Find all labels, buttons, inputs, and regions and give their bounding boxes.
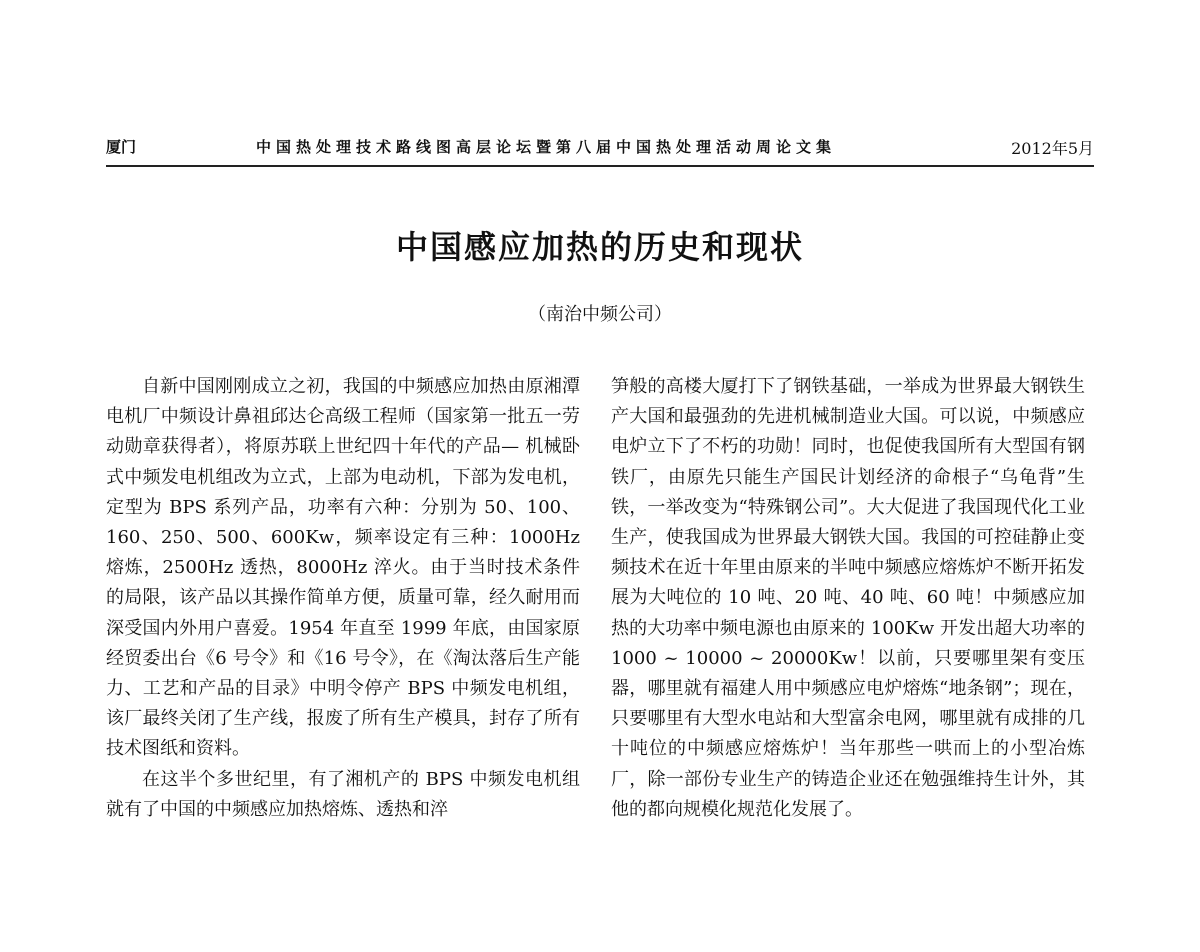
body-column-left [106, 372, 580, 825]
paragraph: 在这半个多世纪里，有了湘机产的 BPS 中频发电机组就有了中国的中频感应加热熔炼、透热和淬 [106, 768, 580, 820]
running-header [106, 136, 1094, 160]
header-date: 2012年5月 [1011, 139, 1094, 158]
article-title: 中国感应加热的历史和现状 [395, 228, 804, 266]
header-rule [106, 165, 1094, 167]
paragraph: 笋般的高楼大厦打下了钢铁基础，一举成为世界最大钢铁生产大国和最强劲的先进机械制造业大国。可以说，中频感应电炉立下了不朽的功勋！同时，也促使我国所有大型国有钢铁厂，由原先只能生产国民计划经济的命根子“乌龟背”生铁，一举改变为“特殊钢公司”。大大促进了我国现代化工业生产，使我国成为世界最大钢铁大国。我国的可控硅静止变频技术在近十年里由原来的半吨中频感应熔炼炉不断开拓发展为大吨位的 10 吨、20 吨、40 吨、60 吨！中频感应加热的大功率中频电源也由原来的 100Kw 开发出超大功率的 1000 ~ 10000 ~ 20000Kw！以前，只要哪里架有变压器，哪里就有福建人用中频感应电炉熔炼“地条钢”；现在，只要哪里有大型水电站和大型富余电网，哪里就有成排的几十吨位的中频感应熔炼炉！当年那些一哄而上的小型冶炼厂，除一部份专业生产的铸造企业还在勉强维持生计外，其他的都向规模化规范化发展了。 [611, 376, 1085, 820]
header-proceedings-title: 中国热处理技术路线图高层论坛暨第八届中国热处理活动周论文集 [256, 138, 837, 156]
header-location: 厦门 [106, 138, 137, 156]
article-affiliation: （南治中频公司） [528, 304, 672, 325]
body-column-right [611, 372, 1085, 825]
paragraph: 自新中国刚刚成立之初，我国的中频感应加热由原湘潭电机厂中频设计鼻祖邱达仑高级工程师（国家第一批五一劳动勋章获得者），将原苏联上世纪四十年代的产品— 机械卧式中频发电机组改为立式，上部为电动机，下部为发电机，定型为 BPS 系列产品，功率有六种：分别为 50、100、160、250、500、600Kw，频率设定有三种：1000Hz 熔炼，2500Hz 透热，8000Hz 淬火。由于当时技术条件的局限，该产品以其操作简单方便，质量可靠，经久耐用而深受国内外用户喜爱。1954 年直至 1999 年底，由国家原经贸委出台《6 号令》和《16 号令》，在《淘汰落后生产能力、工艺和产品的目录》中明令停产 BPS 中频发电机组，该厂最终关闭了生产线，报废了所有生产模具，封存了所有技术图纸和资料。 [106, 376, 580, 760]
